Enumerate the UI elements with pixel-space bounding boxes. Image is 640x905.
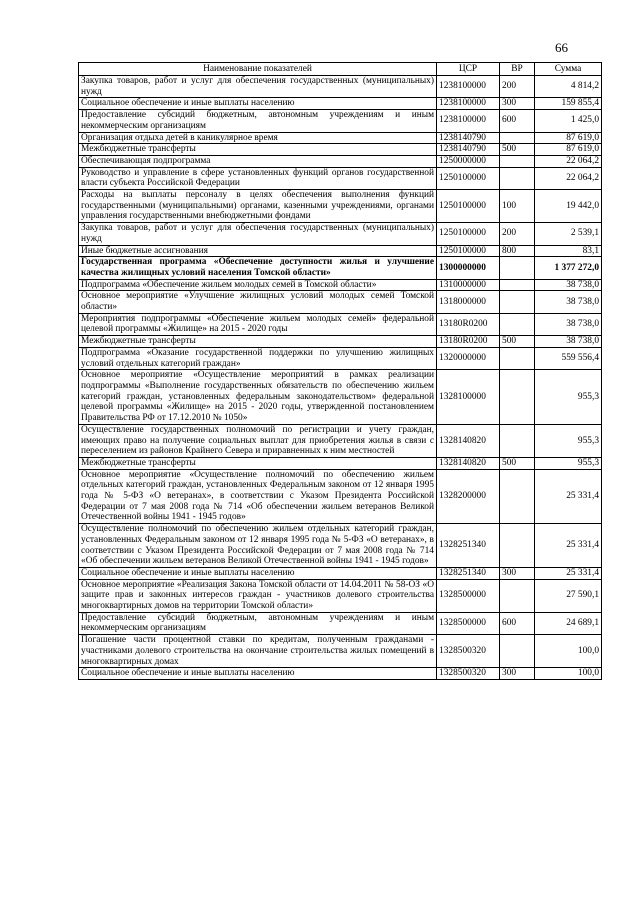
cell-name: Межбюджетные трансферты [79,457,437,469]
header-name: Наименование показателей [79,63,437,76]
cell-csr: 1250100000 [437,245,500,257]
cell-sum: 22 064,2 [535,167,602,189]
cell-vr: 500 [500,336,535,348]
cell-vr: 500 [500,144,535,156]
budget-table [78,62,602,680]
cell-vr: 600 [500,110,535,132]
cell-csr: 1300000000 [437,257,500,279]
table-row [79,110,602,132]
table-row [79,370,602,425]
cell-vr: 100 [500,190,535,223]
cell-sum: 25 331,4 [535,524,602,568]
cell-csr: 1328140820 [437,424,500,457]
cell-name: Мероприятия подпрограммы «Обеспечение жильем молодых семей» федеральной целевой программы «Жилище» на 2015 - 2020 годы [79,313,437,335]
table-row [79,336,602,348]
cell-csr: 1238140790 [437,144,500,156]
cell-sum: 4 814,2 [535,76,602,98]
table-row [79,291,602,313]
cell-sum: 87 619,0 [535,132,602,144]
cell-sum: 22 064,2 [535,155,602,167]
table-row [79,144,602,156]
cell-sum: 955,3 [535,457,602,469]
cell-name: Основное мероприятие «Осуществление мероприятий в рамках реализации подпрограммы «Выполнение государственных обязательств по обеспечению жильем категорий граждан, установленных федеральным законодательством» федеральной целевой программы «Жилище» на 2015 - 2020 годы, утвержденной постановлением Правительства РФ от 17.12.2010 № 1050» [79,370,437,425]
cell-name: Осуществление государственных полномочий по регистрации и учету граждан, имеющих право на получение социальных выплат для приобретения жилья в связи с переселением из районов Крайнего Севера и приравненных к ним местностей [79,424,437,457]
cell-vr [500,279,535,291]
cell-sum: 100,0 [535,635,602,668]
cell-csr: 1238140790 [437,132,500,144]
cell-csr: 1328100000 [437,370,500,425]
cell-vr: 800 [500,245,535,257]
cell-sum: 38 738,0 [535,291,602,313]
table-row [79,457,602,469]
header-vr: ВР [500,63,535,76]
cell-name: Государственная программа «Обеспечение доступности жилья и улучшение качества жилищных условий населения Томской области» [79,257,437,279]
cell-name: Закупка товаров, работ и услуг для обеспечения государственных (муниципальных) нужд [79,76,437,98]
cell-name: Межбюджетные трансферты [79,336,437,348]
cell-vr [500,524,535,568]
cell-name: Обеспечивающая подпрограмма [79,155,437,167]
header-csr: ЦСР [437,63,500,76]
table-row [79,167,602,189]
cell-sum: 955,3 [535,424,602,457]
table-row [79,524,602,568]
cell-csr: 1328200000 [437,469,500,524]
cell-name: Предоставление субсидий бюджетным, автономным учреждениям и иным некоммерческим организациям [79,612,437,634]
cell-name: Погашение части процентной ставки по кредитам, полученным гражданами - участниками долевого строительства на окончание строительства жилых помещений в многоквартирных домах [79,635,437,668]
cell-name: Осуществление полномочий по обеспечению жильем отдельных категорий граждан, установленных Федеральным законом от 12 января 1995 года № 5-ФЗ «О ветеранах», в соответствии с Указом Президента Российской Федерации от 7 мая 2008 года № 714 «Об обеспечении жильем ветеранов Великой Отечественной войны 1941 - 1945 годов» [79,524,437,568]
cell-sum: 87 619,0 [535,144,602,156]
cell-vr [500,635,535,668]
cell-csr: 1328500000 [437,612,500,634]
table-row [79,347,602,369]
cell-sum: 38 738,0 [535,313,602,335]
cell-name: Подпрограмма «Обеспечение жильем молодых семей в Томской области» [79,279,437,291]
cell-sum: 1 377 272,0 [535,257,602,279]
cell-sum: 559 556,4 [535,347,602,369]
cell-vr: 300 [500,98,535,110]
cell-vr: 300 [500,567,535,579]
header-sum: Сумма [535,63,602,76]
cell-vr: 500 [500,457,535,469]
cell-csr: 1328140820 [437,457,500,469]
cell-sum: 27 590,1 [535,579,602,612]
cell-csr: 1328500320 [437,668,500,680]
cell-csr: 1328500320 [437,635,500,668]
cell-csr: 1328251340 [437,567,500,579]
table-row [79,76,602,98]
table-row [79,190,602,223]
cell-csr: 1238100000 [437,76,500,98]
cell-vr [500,347,535,369]
cell-name: Закупка товаров, работ и услуг для обеспечения государственных (муниципальных) нужд [79,223,437,245]
cell-name: Социальное обеспечение и иные выплаты населению [79,98,437,110]
table-row [79,313,602,335]
cell-name: Расходы на выплаты персоналу в целях обеспечения выполнения функций государственными (муниципальными) органами, казенными учреждениями, органами управления государственными внебюджетными фондами [79,190,437,223]
cell-sum: 159 855,4 [535,98,602,110]
cell-vr [500,291,535,313]
cell-csr: 13180R0200 [437,336,500,348]
cell-name: Социальное обеспечение и иные выплаты населению [79,567,437,579]
cell-vr [500,257,535,279]
cell-name: Основное мероприятие «Осуществление полномочий по обеспечению жильем отдельных категорий граждан, установленных Федеральным законом от 12 января 1995 года № 5-ФЗ «О ветеранах», в соответствии с Указом Президента Российской Федерации от 7 мая 2008 года № 714 «Об обеспечении жильем ветеранов Великой Отечественной войны 1941 - 1945 годов» [79,469,437,524]
table-row [79,223,602,245]
table-row [79,257,602,279]
cell-csr: 1320000000 [437,347,500,369]
cell-csr: 1250000000 [437,155,500,167]
cell-vr [500,370,535,425]
cell-csr: 1238100000 [437,110,500,132]
cell-name: Основное мероприятие «Улучшение жилищных условий молодых семей Томской области» [79,291,437,313]
table-row [79,612,602,634]
cell-sum: 38 738,0 [535,336,602,348]
cell-sum: 100,0 [535,668,602,680]
cell-name: Руководство и управление в сфере установленных функций органов государственной власти субъекта Российской Федерации [79,167,437,189]
cell-sum: 1 425,0 [535,110,602,132]
cell-name: Подпрограмма «Оказание государственной поддержки по улучшению жилищных условий отдельных категорий граждан» [79,347,437,369]
cell-sum: 24 689,1 [535,612,602,634]
cell-sum: 83,1 [535,245,602,257]
table-row [79,245,602,257]
cell-vr [500,155,535,167]
cell-vr: 600 [500,612,535,634]
cell-name: Иные бюджетные ассигнования [79,245,437,257]
table-row [79,579,602,612]
table-row [79,469,602,524]
cell-vr: 200 [500,223,535,245]
cell-csr: 1250100000 [437,223,500,245]
cell-sum: 38 738,0 [535,279,602,291]
cell-vr: 200 [500,76,535,98]
cell-csr: 13180R0200 [437,313,500,335]
cell-csr: 1310000000 [437,279,500,291]
cell-csr: 1328251340 [437,524,500,568]
cell-name: Основное мероприятие «Реализация Закона Томской области от 14.04.2011 № 58-ОЗ «О защите прав и законных интересов граждан - участников долевого строительства многоквартирных домов на территории Томской области» [79,579,437,612]
cell-vr [500,424,535,457]
table-header-row [79,63,602,76]
table-row [79,279,602,291]
cell-name: Предоставление субсидий бюджетным, автономным учреждениям и иным некоммерческим организациям [79,110,437,132]
cell-sum: 25 331,4 [535,567,602,579]
cell-sum: 25 331,4 [535,469,602,524]
cell-name: Организация отдыха детей в каникулярное время [79,132,437,144]
cell-csr: 1238100000 [437,98,500,110]
table-row [79,155,602,167]
table-row [79,567,602,579]
cell-name: Межбюджетные трансферты [79,144,437,156]
cell-vr [500,132,535,144]
table-row [79,424,602,457]
cell-sum: 955,3 [535,370,602,425]
cell-vr [500,313,535,335]
cell-vr [500,579,535,612]
cell-vr [500,469,535,524]
cell-vr [500,167,535,189]
cell-name: Социальное обеспечение и иные выплаты населению [79,668,437,680]
page-number: 66 [555,40,568,55]
cell-vr: 300 [500,668,535,680]
table-row [79,132,602,144]
cell-csr: 1318000000 [437,291,500,313]
cell-sum: 2 539,1 [535,223,602,245]
table-row [79,98,602,110]
cell-sum: 19 442,0 [535,190,602,223]
cell-csr: 1328500000 [437,579,500,612]
table-row [79,668,602,680]
cell-csr: 1250100000 [437,167,500,189]
table-row [79,635,602,668]
cell-csr: 1250100000 [437,190,500,223]
